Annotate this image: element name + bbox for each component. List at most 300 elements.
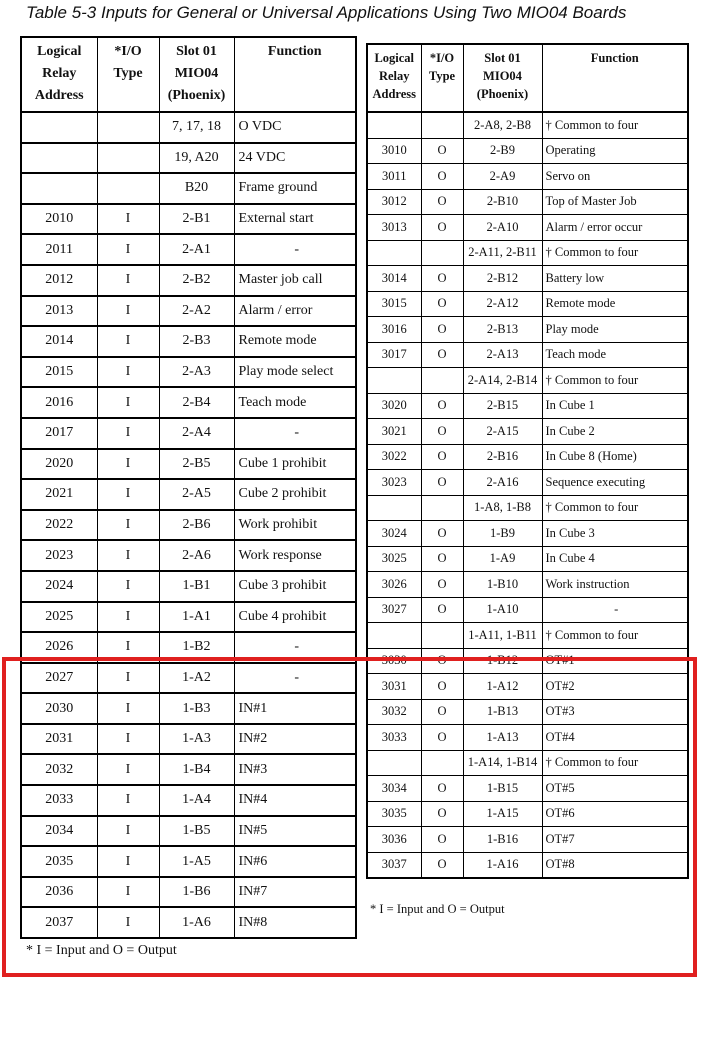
- cell-slot: 2-A2: [159, 296, 234, 327]
- cell-function: OT#2: [542, 674, 688, 700]
- table-row: [21, 877, 356, 908]
- table-row: [367, 597, 688, 623]
- cell-address: 2011: [21, 234, 97, 265]
- cell-address: 3016: [367, 317, 421, 343]
- cell-function: † Common to four: [542, 623, 688, 649]
- cell-function: In Cube 3: [542, 521, 688, 547]
- cell-slot: 1-A1: [159, 602, 234, 633]
- cell-slot: 2-B12: [463, 266, 542, 292]
- right-table-footnote: * I = Input and O = Output: [370, 902, 505, 916]
- cell-function: IN#2: [234, 724, 356, 755]
- cell-address: 2010: [21, 204, 97, 235]
- header-logical-relay-address: Logical Relay Address: [21, 37, 97, 112]
- table-caption: Table 5-3 Inputs for General or Universal Applications Using Two MIO04 Boards: [26, 3, 627, 22]
- cell-slot: 1-B4: [159, 754, 234, 785]
- table-row: [367, 342, 688, 368]
- table-row: [367, 419, 688, 445]
- cell-slot: 1-A15: [463, 801, 542, 827]
- table-row: [21, 693, 356, 724]
- table-row: [21, 418, 356, 449]
- cell-address: [21, 143, 97, 174]
- table-row: [367, 546, 688, 572]
- table-row: [21, 785, 356, 816]
- table-row: [367, 776, 688, 802]
- header-io-type: *I/O Type: [421, 44, 463, 112]
- table-row: [367, 368, 688, 394]
- cell-slot: 1-A3: [159, 724, 234, 755]
- cell-function: Sequence executing: [542, 470, 688, 496]
- cell-slot: 2-B10: [463, 189, 542, 215]
- cell-slot: 1-A8, 1-B8: [463, 495, 542, 521]
- cell-slot: 2-B1: [159, 204, 234, 235]
- cell-address: 3037: [367, 852, 421, 878]
- cell-slot: 1-B5: [159, 816, 234, 847]
- cell-function: In Cube 2: [542, 419, 688, 445]
- cell-address: 3022: [367, 444, 421, 470]
- cell-address: 2037: [21, 907, 97, 938]
- table-row: [367, 240, 688, 266]
- cell-address: 2024: [21, 571, 97, 602]
- table-row: [367, 444, 688, 470]
- cell-io-type: I: [97, 510, 159, 541]
- cell-slot: 1-B13: [463, 699, 542, 725]
- cell-function: Operating: [542, 138, 688, 164]
- cell-slot: 2-A14, 2-B14: [463, 368, 542, 394]
- cell-io-type: I: [97, 846, 159, 877]
- cell-function: † Common to four: [542, 368, 688, 394]
- table-row: [367, 138, 688, 164]
- cell-function: Remote mode: [234, 326, 356, 357]
- cell-function: In Cube 1: [542, 393, 688, 419]
- table-row: [21, 479, 356, 510]
- cell-function: OT#8: [542, 852, 688, 878]
- cell-slot: 2-B16: [463, 444, 542, 470]
- cell-slot: 2-A13: [463, 342, 542, 368]
- cell-address: [367, 495, 421, 521]
- cell-address: 2021: [21, 479, 97, 510]
- cell-io-type: O: [421, 444, 463, 470]
- table-row: [367, 317, 688, 343]
- cell-address: 3035: [367, 801, 421, 827]
- table-row: [367, 572, 688, 598]
- cell-function: Servo on: [542, 164, 688, 190]
- cell-address: 2035: [21, 846, 97, 877]
- header-logical-relay-address: Logical Relay Address: [367, 44, 421, 112]
- cell-address: [367, 623, 421, 649]
- cell-slot: 2-A8, 2-B8: [463, 112, 542, 138]
- cell-io-type: O: [421, 546, 463, 572]
- table-row: [367, 291, 688, 317]
- left-io-table: [20, 36, 357, 939]
- table-row: [367, 623, 688, 649]
- cell-slot: 2-A12: [463, 291, 542, 317]
- cell-slot: 2-A3: [159, 357, 234, 388]
- cell-function: Teach mode: [542, 342, 688, 368]
- table-row: [21, 724, 356, 755]
- header-slot: Slot 01 MIO04 (Phoenix): [159, 37, 234, 112]
- cell-slot: 2-A15: [463, 419, 542, 445]
- cell-slot: 1-B12: [463, 648, 542, 674]
- cell-slot: 1-A2: [159, 663, 234, 694]
- table-row: [367, 164, 688, 190]
- cell-io-type: O: [421, 801, 463, 827]
- cell-function: -: [542, 597, 688, 623]
- table-row: [21, 112, 356, 143]
- cell-slot: 1-A4: [159, 785, 234, 816]
- cell-address: 2015: [21, 357, 97, 388]
- header-slot: Slot 01 MIO04 (Phoenix): [463, 44, 542, 112]
- cell-function: Cube 3 prohibit: [234, 571, 356, 602]
- cell-io-type: I: [97, 724, 159, 755]
- cell-address: [367, 240, 421, 266]
- cell-function: OT#3: [542, 699, 688, 725]
- table-row: [367, 674, 688, 700]
- cell-address: 3036: [367, 827, 421, 853]
- cell-address: 2020: [21, 449, 97, 480]
- cell-io-type: I: [97, 816, 159, 847]
- cell-io-type: [421, 495, 463, 521]
- cell-slot: 1-A5: [159, 846, 234, 877]
- cell-io-type: [421, 750, 463, 776]
- cell-function: Remote mode: [542, 291, 688, 317]
- cell-function: Play mode: [542, 317, 688, 343]
- cell-function: IN#8: [234, 907, 356, 938]
- table-row: [21, 846, 356, 877]
- table-row: [367, 470, 688, 496]
- cell-function: IN#4: [234, 785, 356, 816]
- table-row: [367, 495, 688, 521]
- cell-io-type: O: [421, 725, 463, 751]
- cell-address: 3013: [367, 215, 421, 241]
- cell-slot: 2-B3: [159, 326, 234, 357]
- cell-io-type: I: [97, 693, 159, 724]
- cell-address: 2027: [21, 663, 97, 694]
- cell-slot: 2-A11, 2-B11: [463, 240, 542, 266]
- cell-io-type: O: [421, 138, 463, 164]
- cell-slot: B20: [159, 173, 234, 204]
- right-header-row: [367, 44, 688, 112]
- cell-address: 2016: [21, 387, 97, 418]
- cell-address: 2013: [21, 296, 97, 327]
- cell-slot: 7, 17, 18: [159, 112, 234, 143]
- cell-address: [367, 750, 421, 776]
- cell-io-type: O: [421, 674, 463, 700]
- table-row: [367, 648, 688, 674]
- cell-io-type: O: [421, 266, 463, 292]
- cell-function: External start: [234, 204, 356, 235]
- cell-function: IN#6: [234, 846, 356, 877]
- cell-slot: 2-B4: [159, 387, 234, 418]
- table-row: [21, 265, 356, 296]
- cell-address: 3012: [367, 189, 421, 215]
- cell-slot: 2-A6: [159, 540, 234, 571]
- cell-address: 3025: [367, 546, 421, 572]
- cell-io-type: [421, 623, 463, 649]
- header-function: Function: [542, 44, 688, 112]
- cell-function: In Cube 8 (Home): [542, 444, 688, 470]
- cell-function: † Common to four: [542, 240, 688, 266]
- cell-slot: 1-A6: [159, 907, 234, 938]
- cell-io-type: [421, 368, 463, 394]
- cell-function: In Cube 4: [542, 546, 688, 572]
- table-row: [21, 907, 356, 938]
- cell-function: OT#7: [542, 827, 688, 853]
- table-row: [21, 296, 356, 327]
- cell-io-type: [97, 112, 159, 143]
- cell-function: IN#3: [234, 754, 356, 785]
- cell-function: Work prohibit: [234, 510, 356, 541]
- cell-io-type: O: [421, 776, 463, 802]
- table-row: [367, 725, 688, 751]
- cell-address: 2017: [21, 418, 97, 449]
- cell-io-type: O: [421, 215, 463, 241]
- cell-address: 3030: [367, 648, 421, 674]
- table-row: [21, 357, 356, 388]
- cell-io-type: O: [421, 827, 463, 853]
- cell-io-type: O: [421, 470, 463, 496]
- cell-function: Work response: [234, 540, 356, 571]
- cell-io-type: I: [97, 602, 159, 633]
- cell-address: 3017: [367, 342, 421, 368]
- cell-slot: 2-B15: [463, 393, 542, 419]
- table-row: [21, 234, 356, 265]
- cell-address: [21, 112, 97, 143]
- cell-function: 24 VDC: [234, 143, 356, 174]
- cell-io-type: O: [421, 521, 463, 547]
- cell-address: 3034: [367, 776, 421, 802]
- cell-io-type: I: [97, 632, 159, 663]
- cell-function: Cube 2 prohibit: [234, 479, 356, 510]
- table-row: [21, 754, 356, 785]
- cell-io-type: I: [97, 265, 159, 296]
- cell-function: Master job call: [234, 265, 356, 296]
- cell-slot: 2-B2: [159, 265, 234, 296]
- table-row: [21, 510, 356, 541]
- cell-slot: 2-B6: [159, 510, 234, 541]
- cell-slot: 1-B10: [463, 572, 542, 598]
- cell-function: Cube 1 prohibit: [234, 449, 356, 480]
- cell-io-type: I: [97, 204, 159, 235]
- cell-address: [367, 112, 421, 138]
- cell-slot: 1-A13: [463, 725, 542, 751]
- cell-function: Alarm / error: [234, 296, 356, 327]
- cell-slot: 1-A10: [463, 597, 542, 623]
- cell-io-type: [421, 240, 463, 266]
- cell-slot: 1-B2: [159, 632, 234, 663]
- cell-address: 2022: [21, 510, 97, 541]
- cell-slot: 1-A9: [463, 546, 542, 572]
- cell-function: IN#1: [234, 693, 356, 724]
- cell-io-type: I: [97, 877, 159, 908]
- header-io-type: *I/O Type: [97, 37, 159, 112]
- cell-slot: 2-A4: [159, 418, 234, 449]
- cell-io-type: I: [97, 296, 159, 327]
- left-table-footnote: * I = Input and O = Output: [26, 943, 177, 958]
- table-row: [21, 387, 356, 418]
- cell-function: OT#6: [542, 801, 688, 827]
- cell-function: Top of Master Job: [542, 189, 688, 215]
- cell-slot: 2-A9: [463, 164, 542, 190]
- table-row: [367, 266, 688, 292]
- cell-io-type: I: [97, 357, 159, 388]
- cell-io-type: I: [97, 754, 159, 785]
- cell-io-type: I: [97, 449, 159, 480]
- table-row: [367, 521, 688, 547]
- table-row: [21, 663, 356, 694]
- cell-function: Alarm / error occur: [542, 215, 688, 241]
- cell-address: 3033: [367, 725, 421, 751]
- cell-slot: 1-A12: [463, 674, 542, 700]
- cell-function: OT#1: [542, 648, 688, 674]
- cell-function: Battery low: [542, 266, 688, 292]
- cell-slot: 2-B5: [159, 449, 234, 480]
- cell-io-type: I: [97, 571, 159, 602]
- cell-io-type: O: [421, 852, 463, 878]
- cell-address: 2023: [21, 540, 97, 571]
- cell-io-type: O: [421, 699, 463, 725]
- left-header-row: [21, 37, 356, 112]
- cell-slot: 1-B9: [463, 521, 542, 547]
- cell-io-type: O: [421, 393, 463, 419]
- cell-io-type: O: [421, 419, 463, 445]
- table-row: [367, 393, 688, 419]
- cell-slot: 1-B16: [463, 827, 542, 853]
- table-row: [367, 699, 688, 725]
- cell-io-type: I: [97, 326, 159, 357]
- cell-function: Work instruction: [542, 572, 688, 598]
- cell-function: IN#7: [234, 877, 356, 908]
- cell-address: [367, 368, 421, 394]
- cell-function: O VDC: [234, 112, 356, 143]
- cell-function: Cube 4 prohibit: [234, 602, 356, 633]
- table-row: [21, 173, 356, 204]
- table-row: [367, 750, 688, 776]
- cell-address: 2032: [21, 754, 97, 785]
- table-row: [21, 143, 356, 174]
- cell-slot: 2-B13: [463, 317, 542, 343]
- cell-slot: 2-B9: [463, 138, 542, 164]
- cell-address: 3026: [367, 572, 421, 598]
- cell-address: 3021: [367, 419, 421, 445]
- cell-function: † Common to four: [542, 750, 688, 776]
- table-row: [367, 112, 688, 138]
- header-function: Function: [234, 37, 356, 112]
- cell-io-type: [421, 112, 463, 138]
- cell-slot: 1-A11, 1-B11: [463, 623, 542, 649]
- cell-function: † Common to four: [542, 495, 688, 521]
- cell-address: 3024: [367, 521, 421, 547]
- table-row: [21, 602, 356, 633]
- cell-address: 3031: [367, 674, 421, 700]
- cell-address: 2031: [21, 724, 97, 755]
- table-row: [21, 449, 356, 480]
- cell-address: 3010: [367, 138, 421, 164]
- cell-slot: 2-A5: [159, 479, 234, 510]
- cell-function: OT#5: [542, 776, 688, 802]
- table-row: [367, 827, 688, 853]
- table-row: [21, 816, 356, 847]
- table-row: [21, 540, 356, 571]
- table-row: [21, 326, 356, 357]
- cell-address: 3015: [367, 291, 421, 317]
- cell-address: 2026: [21, 632, 97, 663]
- cell-io-type: O: [421, 572, 463, 598]
- cell-address: 2012: [21, 265, 97, 296]
- table-row: [367, 852, 688, 878]
- cell-io-type: I: [97, 479, 159, 510]
- cell-io-type: I: [97, 418, 159, 449]
- cell-io-type: I: [97, 387, 159, 418]
- cell-function: IN#5: [234, 816, 356, 847]
- cell-address: 2030: [21, 693, 97, 724]
- cell-function: -: [234, 418, 356, 449]
- cell-address: 3032: [367, 699, 421, 725]
- cell-function: -: [234, 632, 356, 663]
- table-row: [21, 571, 356, 602]
- cell-io-type: O: [421, 291, 463, 317]
- cell-address: 3014: [367, 266, 421, 292]
- cell-address: 2036: [21, 877, 97, 908]
- cell-io-type: I: [97, 785, 159, 816]
- cell-slot: 2-A1: [159, 234, 234, 265]
- cell-address: 2025: [21, 602, 97, 633]
- cell-slot: 1-B15: [463, 776, 542, 802]
- cell-slot: 1-B6: [159, 877, 234, 908]
- cell-function: -: [234, 234, 356, 265]
- table-row: [21, 204, 356, 235]
- cell-slot: 19, A20: [159, 143, 234, 174]
- cell-function: -: [234, 663, 356, 694]
- cell-slot: 2-A10: [463, 215, 542, 241]
- cell-address: 2034: [21, 816, 97, 847]
- cell-io-type: I: [97, 540, 159, 571]
- cell-function: Frame ground: [234, 173, 356, 204]
- table-row: [367, 215, 688, 241]
- cell-slot: 1-A16: [463, 852, 542, 878]
- cell-address: 3011: [367, 164, 421, 190]
- cell-io-type: O: [421, 317, 463, 343]
- cell-slot: 1-B1: [159, 571, 234, 602]
- cell-address: [21, 173, 97, 204]
- cell-address: 2033: [21, 785, 97, 816]
- cell-address: 2014: [21, 326, 97, 357]
- cell-function: OT#4: [542, 725, 688, 751]
- cell-function: Play mode select: [234, 357, 356, 388]
- cell-io-type: O: [421, 597, 463, 623]
- cell-slot: 2-A16: [463, 470, 542, 496]
- cell-address: 3023: [367, 470, 421, 496]
- cell-io-type: I: [97, 663, 159, 694]
- cell-io-type: I: [97, 234, 159, 265]
- cell-function: † Common to four: [542, 112, 688, 138]
- cell-slot: 1-A14, 1-B14: [463, 750, 542, 776]
- cell-io-type: [97, 173, 159, 204]
- table-row: [21, 632, 356, 663]
- cell-io-type: [97, 143, 159, 174]
- table-row: [367, 801, 688, 827]
- right-io-table: [366, 43, 689, 879]
- cell-slot: 1-B3: [159, 693, 234, 724]
- cell-io-type: O: [421, 164, 463, 190]
- cell-address: 3027: [367, 597, 421, 623]
- cell-io-type: O: [421, 189, 463, 215]
- cell-io-type: O: [421, 648, 463, 674]
- cell-io-type: I: [97, 907, 159, 938]
- table-row: [367, 189, 688, 215]
- cell-io-type: O: [421, 342, 463, 368]
- cell-function: Teach mode: [234, 387, 356, 418]
- cell-address: 3020: [367, 393, 421, 419]
